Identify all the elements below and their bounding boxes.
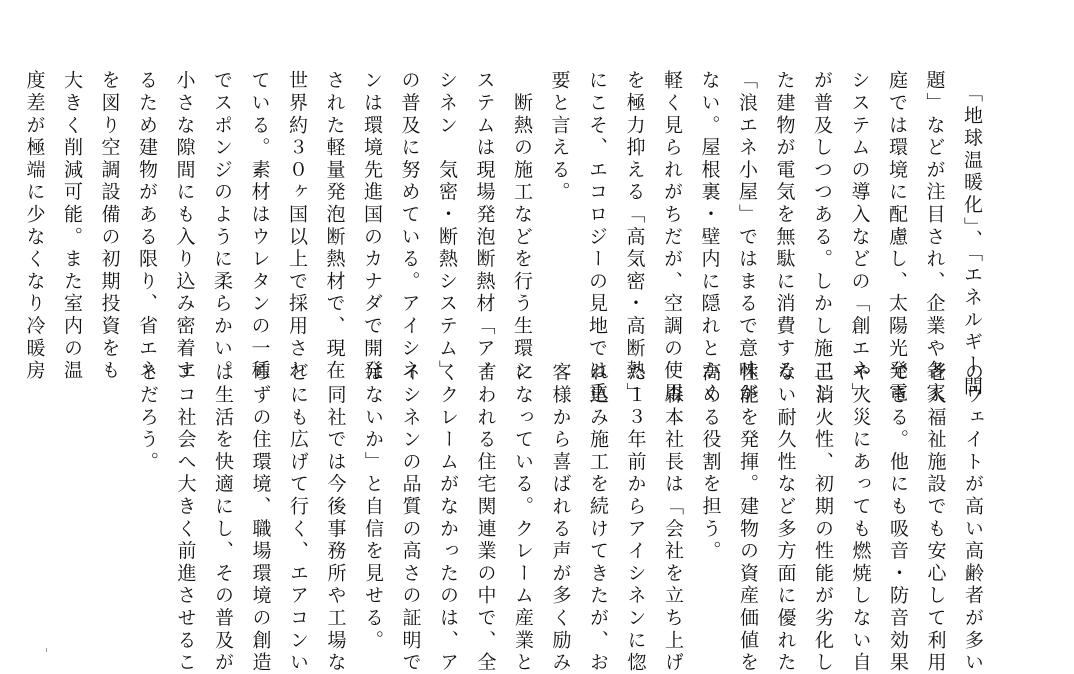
- text-line: シネン 気密・断熱システム」: [436, 70, 458, 383]
- text-line: るため建物がある限り、省エネ: [136, 70, 158, 383]
- text-line: のウェイトが高い高齢者が多い: [962, 362, 984, 674]
- text-line: ない。屋根裏・壁内に隠れとかく: [698, 70, 721, 405]
- text-line: とだろう。: [137, 362, 159, 474]
- text-line: 度差が極端に少なくなり冷暖房: [23, 70, 46, 383]
- text-line: にこそ、エコロジーの見地では重: [586, 70, 608, 405]
- text-line: た１３年前からアイシネンに惚: [624, 362, 647, 674]
- text-line: ンは環境先進国のカナダで開発: [361, 70, 383, 383]
- text-line: イシネンの品質の高さの証明で: [399, 362, 422, 674]
- text-line: ステムは現場発泡断熱材「アイ: [473, 70, 496, 383]
- text-line: 同社では今後事務所や工場な: [324, 362, 347, 674]
- text-line: 大きく削減可能。また室内の温: [61, 70, 83, 383]
- text-line: や火災にあっても燃焼しない自: [849, 362, 872, 674]
- text-line: された軽量発泡断熱材で、現在: [323, 70, 346, 383]
- text-line: 世界約３０ヶ国以上で採用され: [286, 70, 308, 383]
- text-line: はないか」と自信を見せる。: [362, 362, 384, 652]
- article-bottom-block: [129, 362, 992, 674]
- text-line: くクレームがなかったのは、ア: [437, 362, 459, 674]
- text-line: 森本社長は「会社を立ち上げ: [662, 362, 684, 674]
- text-line: た建物が電気を無駄に消費する: [773, 70, 796, 383]
- text-line: は生活を快適にし、その普及が: [212, 362, 234, 674]
- text-line: らずの住環境、職場環境の創造: [249, 362, 272, 674]
- text-line: 客様から喜ばれる声が多く励み: [549, 362, 572, 674]
- text-line: れ込み施工を続けてきたが、お: [587, 362, 609, 674]
- text-line: 己消火性、初期の性能が劣化し: [812, 362, 834, 674]
- text-line: 断熱の施工などを行う生環シ: [511, 70, 533, 383]
- text-line: 軽く見られがちだが、空調の使用: [661, 70, 683, 405]
- crop-mark: [46, 648, 47, 652]
- text-line: 題」などが注目され、企業や各家: [923, 70, 946, 405]
- text-line: を極力抑える「高気密・高断熱」: [623, 70, 646, 405]
- text-line: の普及に努めている。アイシネ: [398, 70, 421, 383]
- text-line: 要と言える。: [548, 70, 571, 204]
- text-line: どにも広げて行く、エアコンい: [287, 362, 309, 674]
- article-top-block: [15, 70, 990, 405]
- text-line: 老人福祉施設でも安心して利用: [924, 362, 947, 674]
- text-line: できる。他にも吸音・防音効果: [887, 362, 909, 674]
- text-line: ない耐久性など多方面に優れた: [774, 362, 797, 674]
- text-line: システムの導入などの「創エネ」: [848, 70, 871, 405]
- text-line: 高める役割を担う。: [699, 362, 722, 563]
- text-line: 「地球温暖化」、「エネルギー問: [961, 70, 983, 399]
- text-line: エコ社会へ大きく前進させるこ: [174, 362, 197, 674]
- text-line: 小さな隙間にも入り込み密着す: [173, 70, 196, 383]
- text-line: 庭では環境に配慮し、太陽光発電: [886, 70, 908, 405]
- text-line: が普及しつつある。しかし施工し: [811, 70, 833, 405]
- text-line: でスポンジのように柔らかい。: [211, 70, 233, 383]
- text-line: ている。素材はウレタンの一種: [248, 70, 271, 383]
- text-line: になっている。クレーム産業と: [512, 362, 534, 674]
- text-line: 性能を発揮。建物の資産価値を: [737, 362, 759, 674]
- text-line: を図り空調設備の初期投資をも: [98, 70, 121, 383]
- text-line: 言われる住宅関連業の中で、全: [474, 362, 497, 674]
- text-line: 「浪エネ小屋」ではまるで意味が: [736, 70, 758, 405]
